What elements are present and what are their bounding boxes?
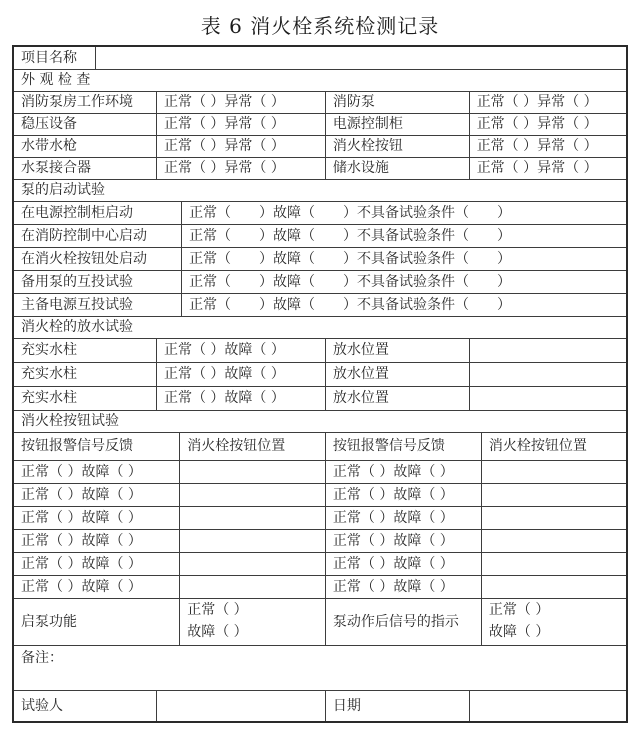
position-value-cell: [179, 484, 325, 506]
position-value-cell: [179, 530, 325, 552]
discharge-section-header: 消火栓的放水试验: [21, 319, 133, 336]
date-value-cell: [469, 691, 626, 721]
status-options: 正常（ ）故障（ ）: [156, 387, 325, 410]
appearance-row: [14, 113, 626, 135]
pump-start-row: [14, 201, 626, 224]
status-options: 正常（ ）故障（ ）不具备试验条件（ ）: [181, 294, 626, 316]
item-label: 稳压设备: [21, 116, 77, 133]
item-label: 消防泵房工作环境: [21, 94, 133, 111]
item-label: 充实水柱: [21, 366, 77, 383]
position-value-cell: [481, 461, 626, 483]
tester-label: 试验人: [21, 697, 63, 714]
appearance-row: [14, 157, 626, 179]
position-value-cell: [179, 576, 325, 598]
status-options: 正常（ ）故障（ ）: [325, 576, 481, 598]
status-options: 正常（ ）异常（ ）: [156, 92, 325, 113]
status-options: 正常（ ）故障（ ）: [156, 339, 325, 362]
status-options: 正常（ ）故障（ ）: [325, 553, 481, 575]
position-value-cell: [179, 461, 325, 483]
pump-start-section-header: 泵的启动试验: [21, 182, 105, 199]
status-options: 正常（ ）异常（ ）: [469, 114, 626, 135]
item-label: 电源控制柜: [325, 114, 469, 135]
item-label: 水带水枪: [21, 138, 77, 155]
remarks-row: [14, 645, 626, 690]
tester-value-cell: [156, 691, 325, 721]
button-test-column-header-row: [14, 432, 626, 460]
item-label: 水泵接合器: [21, 160, 91, 177]
item-label: 储水设施: [325, 158, 469, 179]
column-header: 按钮报警信号反馈: [21, 438, 133, 455]
position-value-cell: [469, 339, 626, 362]
pump-start-row: [14, 247, 626, 270]
position-value-cell: [179, 553, 325, 575]
status-option-normal: 正常（ ）: [488, 602, 550, 619]
status-options: [481, 599, 626, 645]
item-label: 启泵功能: [21, 613, 77, 630]
footer-row: [14, 690, 626, 721]
pump-start-section-header-row: [14, 179, 626, 201]
status-options: 正常（ ）故障（ ）不具备试验条件（ ）: [181, 225, 626, 247]
inspection-record-table: [12, 45, 628, 723]
item-label: 消火栓按钮: [325, 136, 469, 157]
button-test-row: [14, 575, 626, 598]
status-options: 正常（ ）故障（ ）: [21, 532, 142, 549]
status-options: 正常（ ）故障（ ）: [156, 363, 325, 386]
position-label: 放水位置: [325, 339, 469, 362]
status-options: 正常（ ）异常（ ）: [156, 136, 325, 157]
status-options: 正常（ ）故障（ ）: [325, 484, 481, 506]
position-value-cell: [469, 387, 626, 410]
status-options: 正常（ ）异常（ ）: [469, 136, 626, 157]
status-option-fault: 故障（ ）: [488, 624, 550, 640]
position-value-cell: [481, 576, 626, 598]
status-options: 正常（ ）故障（ ）: [325, 461, 481, 483]
status-options: 正常（ ）异常（ ）: [156, 114, 325, 135]
status-option-normal: 正常（ ）: [187, 602, 248, 619]
discharge-row: [14, 362, 626, 386]
position-value-cell: [469, 363, 626, 386]
pump-function-row: [14, 598, 626, 645]
item-label: 充实水柱: [21, 390, 77, 407]
pump-start-row: [14, 224, 626, 247]
item-label: 泵动作后信号的指示: [325, 599, 481, 645]
button-test-section-header: 消火栓按钮试验: [21, 413, 119, 430]
button-test-row: [14, 460, 626, 483]
column-header: 消火栓按钮位置: [179, 433, 325, 460]
status-options: 正常（ ）故障（ ）: [21, 486, 142, 503]
discharge-row: [14, 386, 626, 410]
button-test-row: [14, 552, 626, 575]
status-options: 正常（ ）异常（ ）: [469, 92, 626, 113]
item-label: 备用泵的互投试验: [21, 273, 133, 290]
position-label: 放水位置: [325, 363, 469, 386]
date-label: 日期: [325, 691, 469, 721]
status-options: [179, 599, 325, 645]
project-name-row: [14, 47, 626, 69]
status-options: 正常（ ）故障（ ）: [21, 555, 142, 572]
status-options: 正常（ ）异常（ ）: [469, 158, 626, 179]
position-value-cell: [481, 507, 626, 529]
status-options: 正常（ ）故障（ ）: [21, 578, 142, 595]
button-test-section-header-row: [14, 410, 626, 432]
position-value-cell: [481, 530, 626, 552]
item-label: 在消火栓按钮处启动: [21, 250, 147, 267]
appearance-row: [14, 135, 626, 157]
button-test-row: [14, 506, 626, 529]
status-options: 正常（ ）故障（ ）: [325, 530, 481, 552]
button-test-row: [14, 483, 626, 506]
column-header: 消火栓按钮位置: [481, 433, 626, 460]
item-label: 消防泵: [325, 92, 469, 113]
appearance-row: [14, 91, 626, 113]
pump-start-row: [14, 293, 626, 316]
status-options: 正常（ ）故障（ ）: [21, 463, 142, 480]
discharge-section-header-row: [14, 316, 626, 338]
status-options: 正常（ ）故障（ ）不具备试验条件（ ）: [181, 248, 626, 270]
status-options: 正常（ ）故障（ ）: [325, 507, 481, 529]
item-label: 主备电源互投试验: [21, 296, 133, 313]
pump-start-row: [14, 270, 626, 293]
remarks-label: 备注：: [21, 650, 63, 666]
status-options: 正常（ ）故障（ ）: [21, 509, 142, 526]
appearance-section-header: 外 观 检 查: [21, 72, 91, 89]
document-title: 表 6 消火栓系统检测记录: [200, 14, 440, 38]
status-options: 正常（ ）故障（ ）不具备试验条件（ ）: [181, 271, 626, 293]
item-label: 充实水柱: [21, 342, 77, 359]
position-value-cell: [481, 484, 626, 506]
position-value-cell: [179, 507, 325, 529]
discharge-row: [14, 338, 626, 362]
project-name-value-cell: [95, 47, 626, 69]
item-label: 在消防控制中心启动: [21, 227, 147, 244]
item-label: 在电源控制柜启动: [21, 204, 133, 221]
position-label: 放水位置: [325, 387, 469, 410]
status-option-fault: 故障（ ）: [187, 624, 248, 640]
position-value-cell: [481, 553, 626, 575]
button-test-row: [14, 529, 626, 552]
status-options: 正常（ ）异常（ ）: [156, 158, 325, 179]
project-name-label: 项目名称: [21, 49, 77, 66]
appearance-section-header-row: [14, 69, 626, 91]
status-options: 正常（ ）故障（ ）不具备试验条件（ ）: [181, 202, 626, 224]
column-header: 按钮报警信号反馈: [325, 433, 481, 460]
